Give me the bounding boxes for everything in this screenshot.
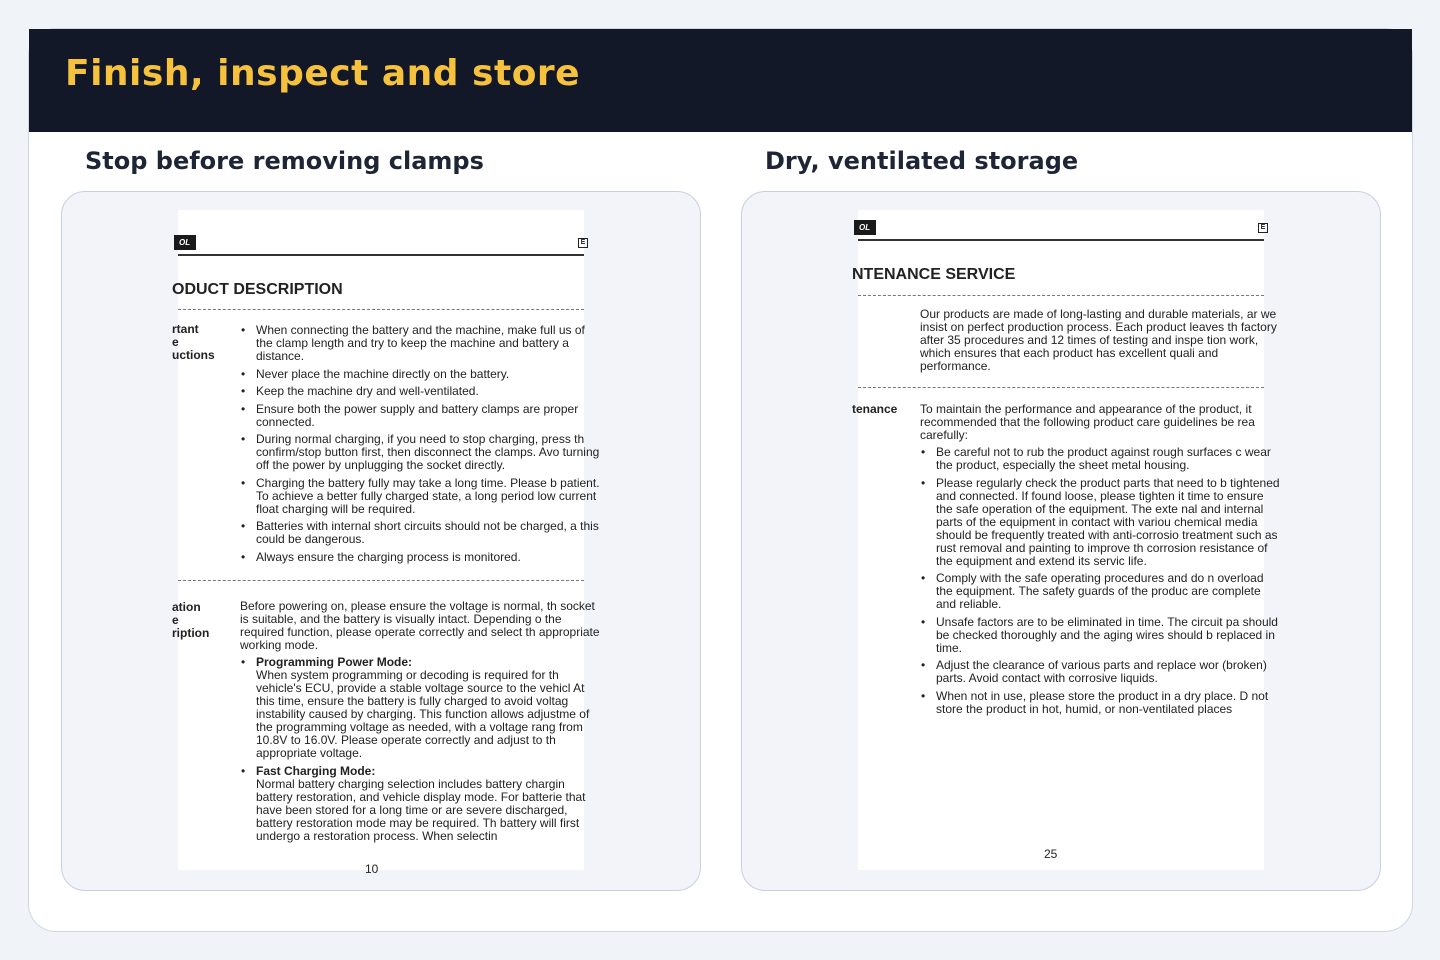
divider <box>858 387 1264 388</box>
right-panel <box>741 191 1381 891</box>
bullet-item: • Always ensure the charging process is monitored. <box>240 551 600 564</box>
bullet-item: • Be careful not to rub the product against rough surfaces c wear the product, especially the sheet metal housing. <box>920 446 1280 472</box>
header-rule <box>178 254 584 256</box>
left-panel <box>61 191 701 891</box>
brand-logo: OL <box>854 220 876 235</box>
mode-text: Normal battery charging selection includes battery chargin battery restoration, and vehicle display mode. For batterie that have been stored for a long time or are severe discharged, battery restoration mode may be required. Th battery will first undergo a restoration process. When selectin <box>256 776 586 843</box>
bullet-item: • When not in use, please store the product in a dry place. D not store the product in hot, humid, or non-ventilated places <box>920 690 1280 716</box>
bullet-item: • Adjust the clearance of various parts and replace wor (broken) parts. Avoid contact with corrosive liquids. <box>920 659 1280 685</box>
slide-title: Finish, inspect and store <box>65 53 581 94</box>
bullet-item: • Comply with the safe operating procedures and do n overload the equipment. The safety guards of the produc are complete and reliable. <box>920 572 1280 611</box>
paragraph: Before powering on, please ensure the voltage is normal, th socket is suitable, and the battery is visually intact. Depending o the required function, please operate correctly and select th appropriate working mode. <box>240 599 600 652</box>
bullet-item: • Batteries with internal short circuits should not be charged, a this could be dangerous. <box>240 520 600 546</box>
bullet-item: • During normal charging, if you need to stop charging, press th confirm/stop button first, then disconnect the clamps. Avo turning off the power by unplugging the socket directly. <box>240 433 600 472</box>
right-heading: Dry, ventilated storage <box>765 147 1079 175</box>
divider <box>178 580 584 581</box>
page-number: 10 <box>365 862 379 876</box>
operation-description <box>240 600 600 847</box>
title-banner <box>29 29 1412 132</box>
paragraph <box>920 308 1280 377</box>
manual-page-right <box>852 210 1280 870</box>
side-label: ation e ription <box>172 600 210 640</box>
bullet-item: • Unsafe factors are to be eliminated in time. The circuit pa should be checked thoroughly and the aging wires should b replaced in time. <box>920 616 1280 655</box>
bullet-item: • Ensure both the power supply and battery clamps are proper connected. <box>240 403 600 429</box>
divider <box>178 309 584 310</box>
instructions-list <box>240 324 600 568</box>
intro-text: Our products are made of long-lasting and durable materials, ar we insist on perfect production process. Each product leaves th factory after 35 procedures and 12 times of testing and inspe tion work, which ensures that each product has excellent quali and performance. <box>920 307 1277 373</box>
mode-item <box>240 765 600 843</box>
brand-logo: OL <box>174 235 196 250</box>
mode-item <box>240 656 600 760</box>
mode-text: When system programming or decoding is required for th vehicle's ECU, provide a stable voltage source to the vehicl At this time, ensure the battery is fully charged to avoid voltag instability caused by charging. This function allows adjustme of the programming voltage as needed, with a voltage rang from 10.8V to 16.0V. Please operate correctly and adjust to th appropriate voltage. <box>256 668 590 760</box>
divider <box>858 295 1264 296</box>
mode-name: • Fast Charging Mode: <box>256 763 376 778</box>
page-mark-icon: E <box>578 238 588 248</box>
section-title: NTENANCE SERVICE <box>852 266 1016 283</box>
mode-name: • Programming Power Mode: <box>256 655 413 669</box>
lead-text: To maintain the performance and appearance of the product, it recommended that the following product care guidelines be rea carefully: <box>920 402 1255 442</box>
bullet-item: • When connecting the battery and the machine, make full us of the clamp length and try to keep the machine and battery a distance. <box>240 324 600 363</box>
bullet-item: • Keep the machine dry and well-ventilated. <box>240 385 600 398</box>
slide <box>28 28 1413 932</box>
bullet-item: • Please regularly check the product parts that need to b tightened and connected. If found loose, please tighten it time to ensure the safe operation of the equipment. The exte nal and internal parts of the equipment in contact with variou chemical media should be frequently treated with anti-corrosio treatment such as rust removal and painting to improve th corrosion resistance of the equipment and extend its servic life. <box>920 477 1280 568</box>
side-label: rtant e uctions <box>172 322 215 362</box>
section-title: ODUCT DESCRIPTION <box>172 281 343 298</box>
bullet-item: • Never place the machine directly on the battery. <box>240 368 600 381</box>
left-heading: Stop before removing clamps <box>85 147 484 175</box>
side-label: tenance <box>852 402 898 416</box>
header-rule <box>858 239 1264 241</box>
page-mark-icon: E <box>1258 223 1268 233</box>
manual-page-left <box>172 210 600 876</box>
page-number: 25 <box>1044 847 1058 861</box>
bullet-item: • Charging the battery fully may take a long time. Please b patient. To achieve a better fully charged state, a long period low current float charging will be required. <box>240 477 600 516</box>
maintenance-list <box>920 403 1280 720</box>
